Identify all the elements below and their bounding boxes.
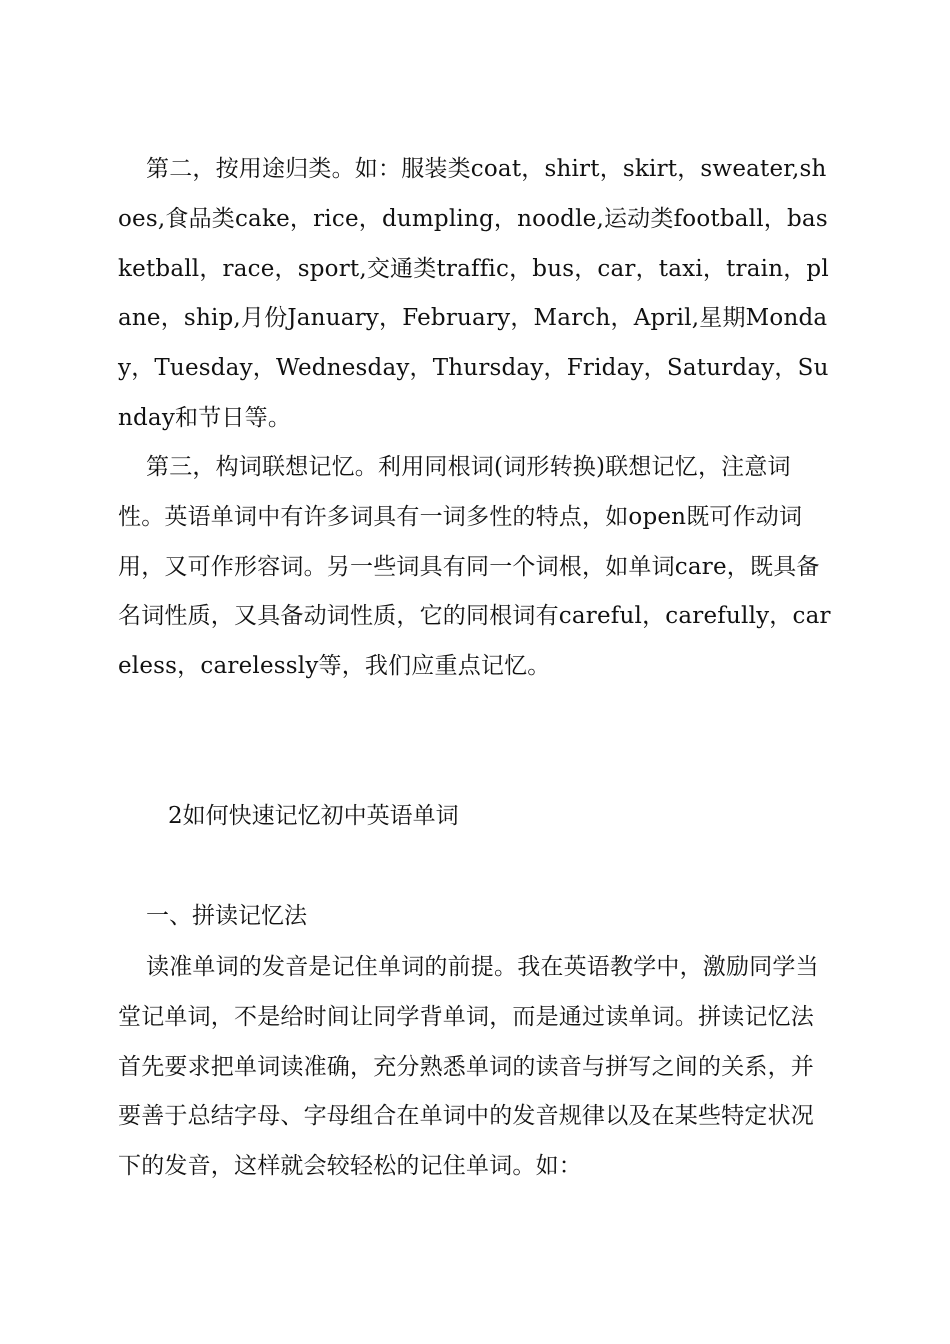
subsection-title: 一、拼读记忆法 [146,903,307,929]
paragraph-classification-by-use: 第二，按用途归类。如：服装类coat，shirt，skirt，sweater,shoes,食品类cake，rice，dumpling，noodle,运动类football，basketball，race，sport,交通类traffic，bus，car，taxi，train，plane，ship,月份January，February，March，April,星期Monday，Tuesday，Wednesday，Thursday，Friday，Saturday，Sunday和节日等。 [118,156,829,431]
paragraph-word-formation-association: 第三，构词联想记忆。利用同根词(词形转换)联想记忆，注意词性。英语单词中有许多词具有一词多性的特点，如open既可作动词用，又可作形容词。另一些词具有同一个词根，如单词care，既具备名词性质，又具备动词性质，它的同根词有careful，carefully，careless，carelessly等，我们应重点记忆。 [118,454,831,680]
paragraph-spelling-reading-method: 读准单词的发音是记住单词的前提。我在英语教学中，激励同学当堂记单词，不是给时间让同学背单词，而是通过读单词。拼读记忆法首先要求把单词读准确，充分熟悉单词的读音与拼写之间的关系，并要善于总结字母、字母组合在单词中的发音规律以及在某些特定状况下的发音，这样就会较轻松的记住单词。如： [118,954,819,1180]
section-title: 2如何快速记忆初中英语单词 [168,803,459,829]
